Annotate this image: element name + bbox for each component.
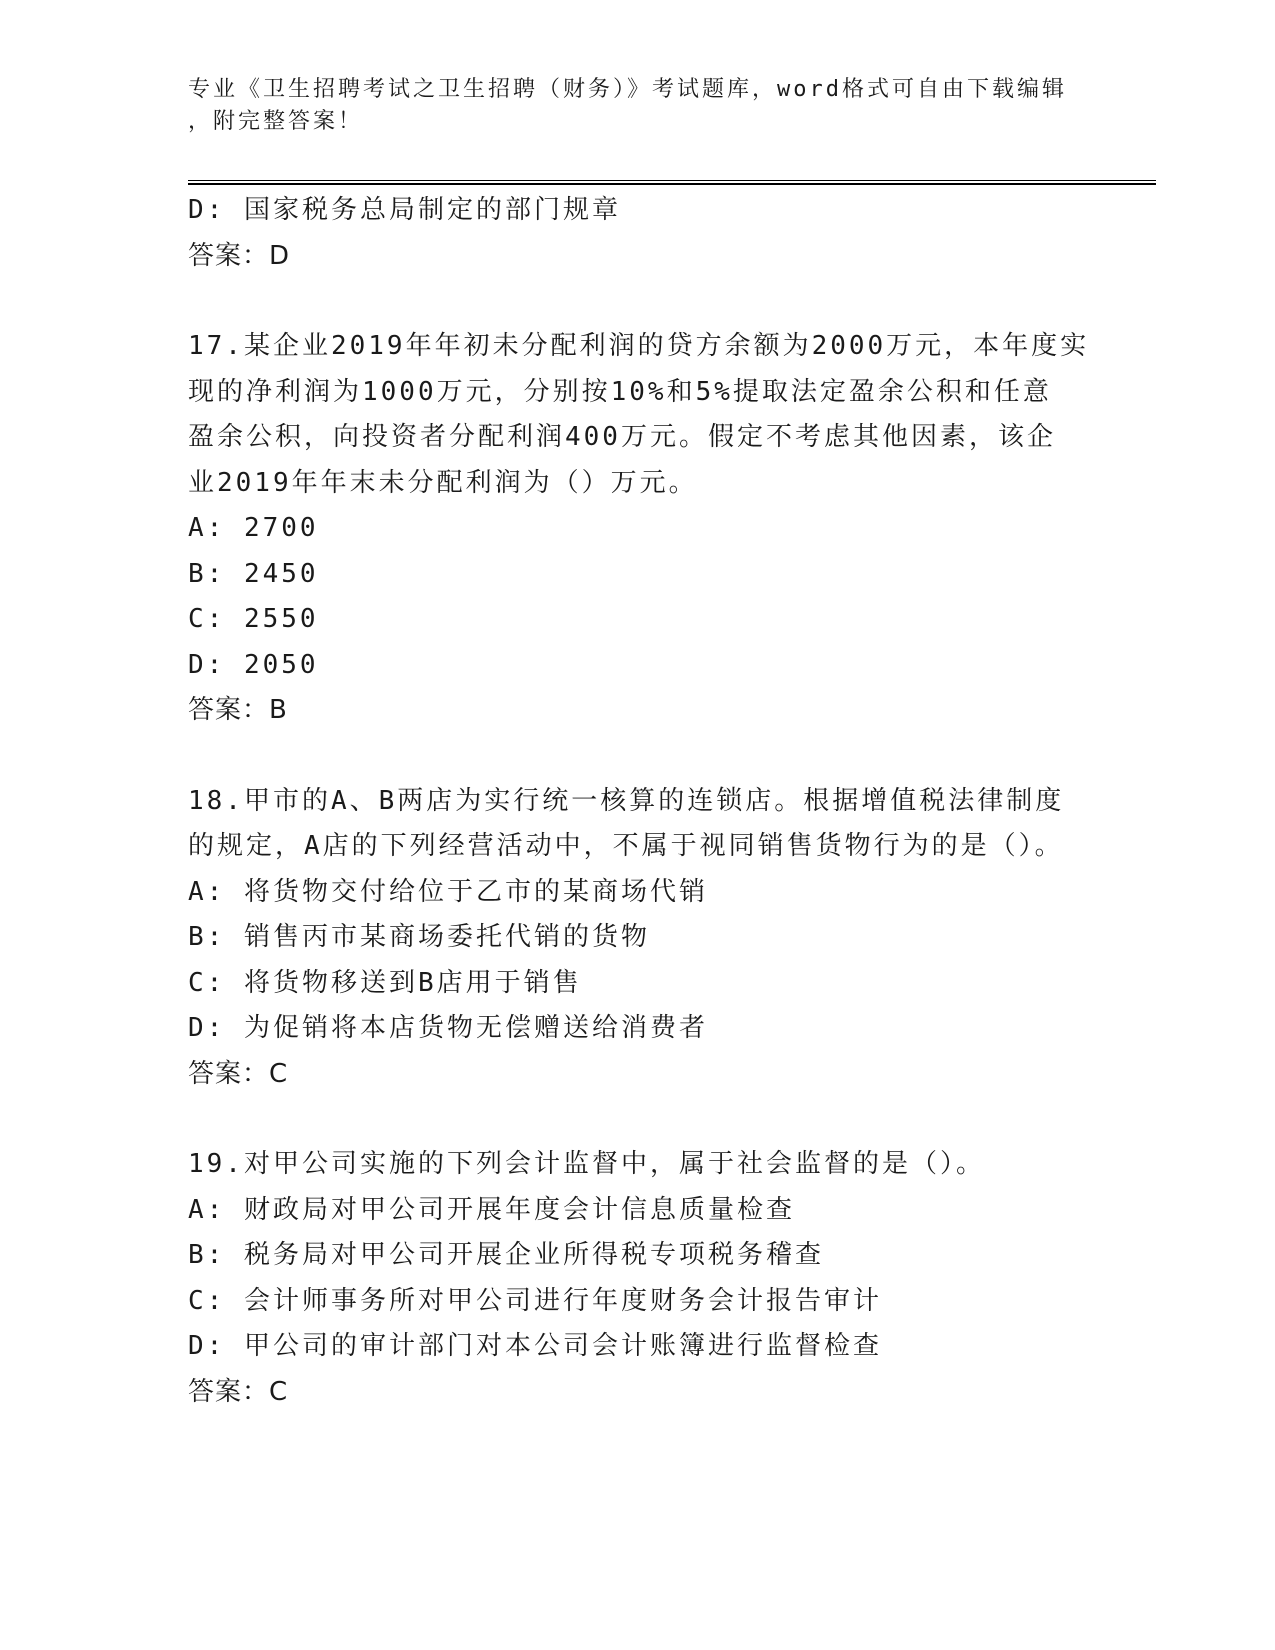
option-d: D: 2050: [188, 649, 319, 680]
question-stem-line: 现的净利润为1000万元，分别按10%和5%提取法定盈余公积和任意: [188, 376, 1052, 407]
option-c: C: 会计师事务所对甲公司进行年度财务会计报告审计: [188, 1285, 882, 1316]
document-body: [188, 188, 1088, 1415]
spacer: [188, 279, 1088, 324]
question-stem-line: 19.对甲公司实施的下列会计监督中，属于社会监督的是（）。: [188, 1149, 985, 1179]
prev-question-tail: [188, 188, 1088, 279]
spacer: [188, 1097, 1088, 1142]
answer: 答案：B: [188, 695, 288, 725]
question-17: [188, 324, 1088, 734]
question-18: [188, 779, 1088, 1098]
header-divider: [188, 180, 1156, 185]
header-line-2: ，附完整答案！: [188, 109, 364, 134]
option-a: A: 将货物交付给位于乙市的某商场代销: [188, 876, 708, 907]
option-b: B: 税务局对甲公司开展企业所得税专项税务稽查: [188, 1240, 824, 1270]
option-d: D: 甲公司的审计部门对本公司会计账簿进行监督检查: [188, 1331, 882, 1361]
spacer: [188, 734, 1088, 779]
option-b: B: 销售丙市某商场委托代销的货物: [188, 922, 650, 952]
question-stem-line: 盈余公积，向投资者分配利润400万元。假定不考虑其他因素，该企: [188, 422, 1056, 452]
answer: 答案：C: [188, 1058, 289, 1089]
option-a: A: 财政局对甲公司开展年度会计信息质量检查: [188, 1194, 795, 1225]
option-b: B: 2450: [188, 558, 319, 589]
answer: 答案：D: [188, 240, 291, 271]
option-a: A: 2700: [188, 513, 319, 543]
question-stem-line: 的规定，A店的下列经营活动中，不属于视同销售货物行为的是（）。: [188, 831, 1064, 861]
question-19: [188, 1142, 1088, 1415]
question-stem-line: 18.甲市的A、B两店为实行统一核算的连锁店。根据增值税法律制度: [188, 785, 1065, 816]
question-stem-line: 业2019年年末未分配利润为（）万元。: [188, 467, 698, 498]
question-stem-line: 17.某企业2019年年初未分配利润的贷方余额为2000万元，本年度实: [188, 331, 1090, 361]
document-header: [188, 74, 1068, 138]
option-c: C: 将货物移送到B店用于销售: [188, 967, 582, 998]
answer: 答案：C: [188, 1376, 289, 1407]
option-d: D: 为促销将本店货物无偿赠送给消费者: [188, 1013, 708, 1043]
header-line-1: 专业《卫生招聘考试之卫生招聘（财务）》考试题库，word格式可自由下载编辑: [188, 77, 1067, 102]
option-c: C: 2550: [188, 604, 319, 634]
option-d: D: 国家税务总局制定的部门规章: [188, 195, 621, 225]
